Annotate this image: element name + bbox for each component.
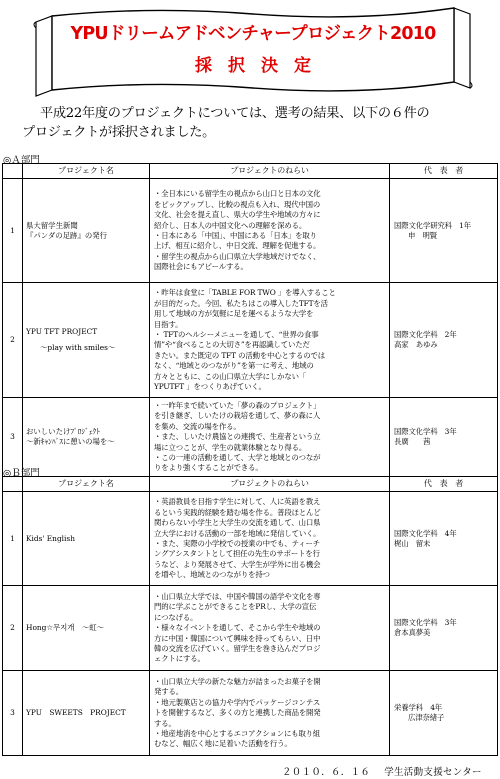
section-b-label: ◎Ｂ部門 (3, 468, 40, 479)
aim-line: ・昨年は食堂に「TABLE FOR TWO 」を導入すること (154, 288, 336, 298)
section-a-table (2, 163, 498, 477)
aim-line: ングアシスタントとして担任の先生のサポートを行 (154, 549, 320, 559)
rep-affiliation: 国際文化学科 3年 (394, 427, 457, 436)
aim-line: ・また、実際の小学校での授業の中でも、ティーチ (154, 538, 320, 548)
table-row (3, 492, 498, 586)
aim-line: が目的だった。今回、私たちはこの導入したTFTを活 (154, 298, 328, 308)
intro-line-2: プロジェクトが採択されました。 (22, 125, 216, 140)
rep-affiliation: 国際文化学科 4年 (394, 528, 457, 538)
rep-name: 倉本真夢美 (394, 628, 431, 638)
project-name-line: ～play with smiles～ (40, 343, 116, 353)
aim-line: うなど、より発展させて、大学生が学外に出る機会 (154, 559, 321, 569)
aim-line: を増やし、地域とのつながりを持つ (154, 570, 270, 580)
rep-affiliation: 国際文化学科 2年 (394, 330, 457, 339)
header-representative: 代 表 者 (390, 164, 498, 179)
banner-title: YPUドリームアドベンチャープロジェクト2010 (70, 24, 436, 44)
aim-line: 立大学における活動の一部を地域に発信していく。 (154, 528, 321, 538)
rep-affiliation: 国際文化学科 3年 (394, 618, 457, 627)
table-header-row (3, 164, 498, 179)
rep-name: 申 明賢 (408, 230, 437, 240)
aim-line: ・この一連の活動を通して、大学と地域とのつなが (154, 453, 321, 463)
banner-subtitle: 採択決定 (195, 56, 327, 76)
project-name-line: 県大留学生新聞 (26, 220, 78, 230)
aim-line: 韓の交流を広げていく。留学生を巻き込んだプロジ (154, 644, 321, 654)
aim-line: 門的に学ぶことができることをPRし、大学の宣伝 (154, 602, 317, 612)
footer (282, 764, 482, 778)
footer-organization: 学生活動支援センター (384, 767, 482, 778)
header-no (3, 164, 23, 179)
aim-line: 場に立つことが、学生の就業体験となり得る。 (154, 442, 307, 452)
project-name-line: ～新ｷｬﾝﾊﾟｽに憩いの場を～ (26, 437, 115, 447)
project-name-line: YPU SWEETS PROJECT (26, 708, 126, 718)
rep-name: 長廣 茜 (394, 437, 431, 447)
aim-line: 発する。 (154, 687, 183, 697)
aim-line: ・日本にある「中国」、中国にある「日本」を取り (154, 230, 317, 240)
project-aim (150, 492, 390, 586)
aim-line: ・山口県立大学では、中国や韓国の語学や文化を専 (154, 591, 321, 601)
table-row (3, 671, 498, 756)
project-aim (150, 179, 390, 283)
aim-line: 方に中国・韓国について興味を持ってもらい、日中 (154, 633, 321, 643)
table-row (3, 283, 498, 398)
header-no (3, 477, 23, 492)
aim-line: 上げ、相互に紹介し、中日交流、理解を促進する。 (154, 241, 321, 251)
title-banner (30, 6, 476, 98)
representative (390, 586, 498, 671)
project-aim (150, 671, 390, 756)
representative (390, 398, 498, 477)
header-project-name: プロジェクト名 (23, 477, 150, 492)
project-name-line: YPU TFT PROJECT (26, 327, 98, 336)
representative (390, 671, 498, 756)
project-name (23, 179, 150, 283)
aim-line: ・一昨年まで続いていた「夢の森のプロジェクト」 (154, 400, 321, 410)
project-aim (150, 283, 390, 398)
aim-line: ェクトにする。 (154, 654, 205, 664)
project-name (23, 398, 150, 477)
representative (390, 179, 498, 283)
aim-line: ・ TFTのヘルシーメニューを通して、“世界の食事 (154, 330, 319, 339)
rep-affiliation: 栄養学科 4年 (394, 703, 442, 712)
table-row (3, 398, 498, 477)
header-project-aim: プロジェクトのねらい (150, 477, 390, 492)
row-number: 2 (3, 586, 23, 671)
aim-line: ・様々なイベントを通して、そこから学生や地域の (154, 623, 321, 633)
aim-line: 用して地域の方が気軽に足を運べるような大学を (154, 309, 314, 319)
aim-line: るという実践的経験を踏む場を作る。普段ほとんど (154, 507, 321, 517)
section-a-label: ◎Ａ部門 (3, 155, 40, 166)
representative (390, 492, 498, 586)
header-project-name: プロジェクト名 (23, 164, 150, 179)
aim-line: 方々とともに、この山口県立大学にしかない「 (154, 371, 307, 381)
aim-line: 紹介し、日本人の中国文化への理解を深める。 (154, 220, 307, 230)
table-row (3, 586, 498, 671)
footer-date: ２０１０．６．１６ (282, 767, 371, 778)
aim-line: むなど、幅広く地に足着いた活動を行う。 (154, 739, 292, 749)
aim-line: きたい。また既定の TFT の活動を中心とするのでは (154, 350, 325, 360)
aim-line: なく、“地域とのつながり”を第一に考え、地域の (154, 361, 314, 371)
rep-name: 高家 あゆみ (394, 340, 438, 350)
aim-line: 国際社会にもアピールする。 (154, 262, 248, 272)
aim-line: ・英語教員を目指す学生に対して、人に英語を教え (154, 497, 321, 507)
rep-name: 広津奈緒子 (408, 713, 445, 723)
aim-line: ・全日本にいる留学生の視点から山口と日本の文化 (154, 189, 321, 199)
aim-line: につなげる。 (154, 612, 198, 622)
rep-name: 梶山 留未 (394, 538, 431, 548)
aim-line: りをより強くすることができる。 (154, 463, 263, 473)
aim-line: する。 (154, 718, 176, 728)
aim-line: ・山口県立大学の新たな魅力が詰まったお菓子を開 (154, 676, 321, 686)
aim-line: ・留学生の視点から山口県立大学地域だけでなく、 (154, 251, 321, 261)
aim-line: ・また、しいたけ農協との連携で、生産者という立 (154, 432, 321, 442)
aim-line: 文化、社会を提え直し、県大の学生や地域の方々に (154, 210, 321, 220)
project-name (23, 586, 150, 671)
aim-line: 関わらない小学生と大学生の交流を通して、山口県 (154, 518, 321, 528)
project-aim (150, 398, 390, 477)
table-row (3, 179, 498, 283)
project-name-line: 『パンダの足跡』の発行 (26, 230, 108, 240)
row-number: 3 (3, 398, 23, 477)
project-name-line: おいしいたけﾌﾟﾛｼﾞｪｸﾄ (26, 427, 100, 436)
aim-line: をピックアップし、比較の視点も入れ、現代中国の (154, 199, 321, 209)
header-project-aim: プロジェクトのねらい (150, 164, 390, 179)
aim-line: ・地産地消を中心とするエコアクションにも取り組 (154, 729, 321, 739)
intro-paragraph (22, 104, 482, 142)
project-aim (150, 586, 390, 671)
row-number: 1 (3, 492, 23, 586)
project-name (23, 492, 150, 586)
rep-affiliation: 国際文化学研究科 1年 (394, 220, 471, 230)
aim-line: を集め、交流の場を作る。 (154, 421, 241, 431)
row-number: 3 (3, 671, 23, 756)
section-b-table (2, 476, 498, 756)
project-name (23, 283, 150, 398)
representative (390, 283, 498, 398)
header-representative: 代 表 者 (390, 477, 498, 492)
project-name (23, 671, 150, 756)
intro-line-1: 平成22年度のプロジェクトについては、選考の結果、以下の６件の (40, 106, 430, 121)
aim-line: YPUTFT 」をつくりあげていく。 (154, 382, 266, 392)
aim-line: トを開催するなど、多くの方と連携した商品を開発 (154, 708, 321, 718)
project-name-line: Hong☆무지개 ～虹～ (26, 623, 104, 633)
table-header-row (3, 477, 498, 492)
aim-line: 目指す。 (154, 319, 183, 329)
aim-line: ・地元製菓店との協力や学内でパッケージコンテス (154, 697, 321, 707)
aim-line: を引き継ぎ、しいたけの栽培を通して、夢の森に人 (154, 411, 321, 421)
aim-line: 情”や“食べることの大切さ”を再認識していただ (154, 340, 310, 350)
row-number: 1 (3, 179, 23, 283)
row-number: 2 (3, 283, 23, 398)
project-name-line: Kids' English (26, 533, 75, 543)
